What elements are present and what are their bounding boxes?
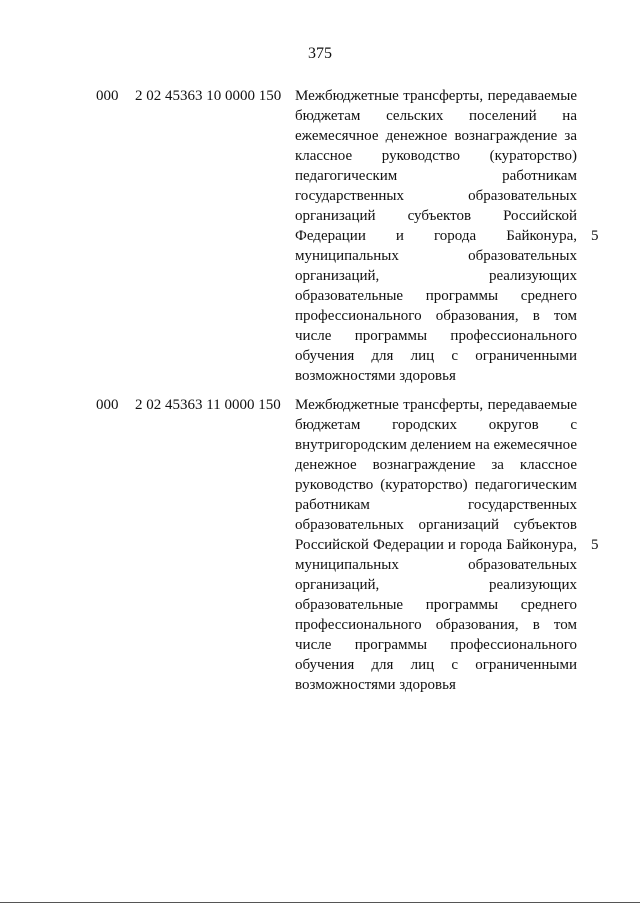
description-line: возможностями здоровья <box>295 368 456 384</box>
description-line: организаций субъектов Российской <box>295 208 577 224</box>
description-line: Российской Федерации и города Байконура, <box>295 537 577 553</box>
distribution-norm: 5 <box>591 228 599 244</box>
description-line: профессионального образования, в том <box>295 617 577 633</box>
distribution-norm: 5 <box>591 537 599 553</box>
description-line: государственных образовательных <box>295 188 577 204</box>
description-line: образовательных организаций субъектов <box>295 517 577 533</box>
description-line: внутригородским делением на ежемесячное <box>295 437 577 453</box>
budget-classification-code: 2 02 45363 10 0000 150 <box>135 88 282 104</box>
description-line: образовательные программы среднего <box>295 597 577 613</box>
description-line: организаций, реализующих <box>295 268 577 284</box>
description-line: Межбюджетные трансферты, передаваемые <box>295 88 577 104</box>
admin-code: 000 <box>96 88 119 104</box>
description-line: классное руководство (кураторство) <box>295 148 577 164</box>
description-line: возможностями здоровья <box>295 677 456 693</box>
description-line: Федерации и города Байконура, <box>295 228 577 244</box>
description-line: бюджетам сельских поселений на <box>295 108 577 124</box>
description-line: денежное вознаграждение за классное <box>295 457 577 473</box>
description-line: руководство (кураторство) педагогическим <box>295 477 577 493</box>
description-line: Межбюджетные трансферты, передаваемые <box>295 397 577 413</box>
description-line: профессионального образования, в том <box>295 308 577 324</box>
description-line: обучения для лиц с ограниченными <box>295 348 577 364</box>
page-number: 375 <box>308 45 332 62</box>
description-line: муниципальных образовательных <box>295 557 577 573</box>
description-line: муниципальных образовательных <box>295 248 577 264</box>
entry-description <box>295 86 577 386</box>
entry-description <box>295 395 577 695</box>
description-line: ежемесячное денежное вознаграждение за <box>295 128 577 144</box>
budget-classification-code: 2 02 45363 11 0000 150 <box>135 397 281 413</box>
description-line: числе программы профессионального <box>295 328 577 344</box>
page-bottom-edge <box>0 902 640 903</box>
description-line: организаций, реализующих <box>295 577 577 593</box>
description-line: числе программы профессионального <box>295 637 577 653</box>
description-line: обучения для лиц с ограниченными <box>295 657 577 673</box>
description-line: педагогическим работникам <box>295 168 577 184</box>
description-line: образовательные программы среднего <box>295 288 577 304</box>
description-line: работникам государственных <box>295 497 577 513</box>
description-line: бюджетам городских округов с <box>295 417 577 433</box>
admin-code: 000 <box>96 397 119 413</box>
